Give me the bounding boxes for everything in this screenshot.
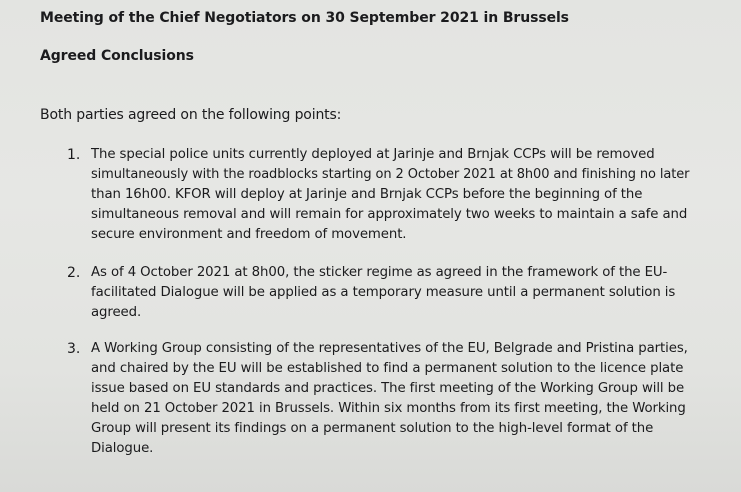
point-number: 2. — [67, 265, 81, 281]
point-line: held on 21 October 2021 in Brussels. Within six months from its first meeting, the Working — [91, 401, 686, 416]
point-text — [91, 145, 691, 245]
point-line: than 16h00. KFOR will deploy at Jarinje and Brnjak CCPs before the beginning of the — [91, 187, 643, 202]
document-subtitle: Agreed Conclusions — [40, 48, 194, 64]
point-line: simultaneously with the roadblocks starting on 2 October 2021 at 8h00 and finishing no later — [91, 167, 690, 182]
point-line: and chaired by the EU will be established to find a permanent solution to the licence plate — [91, 361, 684, 376]
intro-paragraph: Both parties agreed on the following points: — [40, 107, 342, 123]
point-line: A Working Group consisting of the representatives of the EU, Belgrade and Pristina parties, — [91, 341, 688, 356]
point-line: facilitated Dialogue will be applied as a temporary measure until a permanent solution is — [91, 285, 676, 300]
point-line: issue based on EU standards and practices. The first meeting of the Working Group will be — [91, 381, 685, 396]
point-line: agreed. — [91, 305, 142, 320]
point-line: The special police units currently deployed at Jarinje and Brnjak CCPs will be removed — [91, 147, 655, 162]
point-text — [91, 263, 691, 323]
point-line: As of 4 October 2021 at 8h00, the sticker regime as agreed in the framework of the EU- — [91, 265, 668, 280]
point-number: 3. — [67, 341, 81, 357]
point-number: 1. — [67, 147, 81, 163]
point-line: secure environment and freedom of movement. — [91, 227, 407, 242]
document-title: Meeting of the Chief Negotiators on 30 September 2021 in Brussels — [40, 10, 569, 26]
point-line: simultaneous removal and will remain for approximately two weeks to maintain a safe and — [91, 207, 688, 222]
point-line: Group will present its findings on a permanent solution to the high-level format of the — [91, 421, 654, 436]
point-line: Dialogue. — [91, 441, 154, 456]
point-text — [91, 339, 691, 459]
